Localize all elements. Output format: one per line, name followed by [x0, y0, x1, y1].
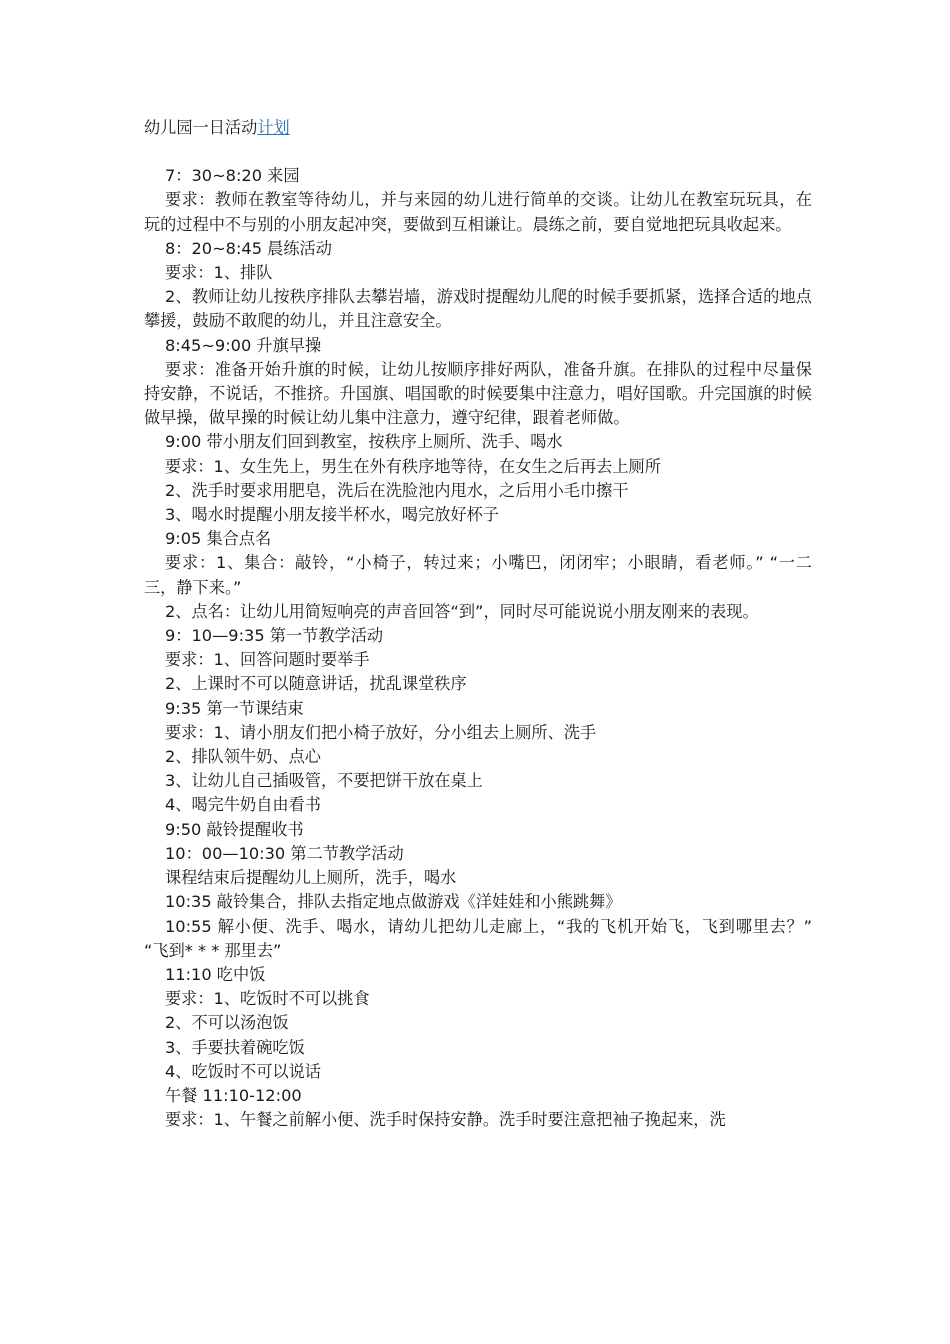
paragraph: 2、教师让幼儿按秩序排队去攀岩墙，游戏时提醒幼儿爬的时候手要抓紧，选择合适的地点攀援，鼓励不敢爬的幼儿，并且注意安全。 — [144, 287, 812, 331]
paragraph: 2、不可以汤泡饭 — [165, 1013, 289, 1033]
document-title — [144, 116, 812, 140]
paragraph: 3、让幼儿自己插吸管，不要把饼干放在桌上 — [165, 771, 483, 791]
paragraph: 午餐 11:10-12:00 — [165, 1085, 302, 1105]
paragraph: 9:00 带小朋友们回到教室，按秩序上厕所、洗手、喝水 — [165, 432, 563, 452]
paragraph: 要求：准备开始升旗的时候，让幼儿按顺序排好两队，准备升旗。在排队的过程中尽量保持安静，不说话，不推挤。升国旗、唱国歌的时候要集中注意力，唱好国歌。升完国旗的时候 做早操，做早操的时候让幼儿集中注意力，遵守纪律，跟着老师做。 — [144, 359, 812, 428]
paragraph: 要求：1、午餐之前解小便、洗手时保持安静。洗手时要注意把袖子挽起来，洗 — [165, 1110, 726, 1130]
paragraph: 要求：1、集合：敲铃，“小椅子，转过来；小嘴巴，闭闭牢；小眼睛，看老师。” “一二三，静下来。” — [144, 553, 812, 597]
paragraph: 2、上课时不可以随意讲话，扰乱课堂秩序 — [165, 674, 467, 694]
paragraph: 10：00—10:30 第二节教学活动 — [165, 843, 404, 863]
document-body — [144, 164, 812, 1132]
paragraph: 课程结束后提醒幼儿上厕所，洗手，喝水 — [165, 868, 457, 888]
paragraph: 2、洗手时要求用肥皂，洗后在洗脸池内甩水，之后用小毛巾擦干 — [165, 480, 629, 500]
paragraph: 9:50 敲铃提醒收书 — [165, 819, 304, 839]
paragraph: 要求：1、回答问题时要举手 — [165, 650, 370, 670]
plan-link[interactable]: 计划 — [257, 118, 290, 137]
paragraph: 要求：1、请小朋友们把小椅子放好，分小组去上厕所、洗手 — [165, 722, 597, 742]
title-text: 幼儿园一日活动 — [144, 118, 258, 137]
document-page — [144, 116, 812, 1132]
paragraph: 3、喝水时提醒小朋友接半杯水，喝完放好杯子 — [165, 505, 500, 525]
paragraph: 8：20~8:45 晨练活动 — [165, 238, 332, 258]
paragraph: 2、点名：让幼儿用简短响亮的声音回答“到”，同时尽可能说说小朋友刚来的表现。 — [165, 601, 759, 621]
paragraph: 8:45~9:00 升旗早操 — [165, 335, 322, 355]
paragraph: 要求：1、吃饭时不可以挑食 — [165, 989, 370, 1009]
paragraph: 11:10 吃中饭 — [165, 964, 266, 984]
paragraph: 7：30~8:20 来园 — [165, 166, 300, 186]
paragraph: 要求：教师在教室等待幼儿，并与来园的幼儿进行简单的交谈。让幼儿在教室玩玩具，在玩的过程中不与别的小朋友起冲突，要做到互相谦让。晨练之前，要自觉地把玩具收起来。 — [144, 190, 812, 234]
paragraph: 10:35 敲铃集合，排队去指定地点做游戏《洋娃娃和小熊跳舞》 — [165, 892, 622, 912]
paragraph: 9:35 第一节课结束 — [165, 698, 304, 718]
paragraph: 要求：1、女生先上，男生在外有秩序地等待，在女生之后再去上厕所 — [165, 456, 661, 476]
paragraph: 9:05 集合点名 — [165, 529, 272, 549]
paragraph: 9：10—9:35 第一节教学活动 — [165, 626, 384, 646]
paragraph: 4、喝完牛奶自由看书 — [165, 795, 321, 815]
paragraph: 10:55 解小便、洗手、喝水，请幼儿把幼儿走廊上，“我的飞机开始飞，飞到哪里去？” “飞到* * * 那里去” — [144, 916, 812, 960]
paragraph: 要求：1、排队 — [165, 263, 273, 283]
paragraph: 2、排队领牛奶、点心 — [165, 747, 321, 767]
paragraph: 3、手要扶着碗吃饭 — [165, 1037, 305, 1057]
paragraph: 4、吃饭时不可以说话 — [165, 1061, 321, 1081]
